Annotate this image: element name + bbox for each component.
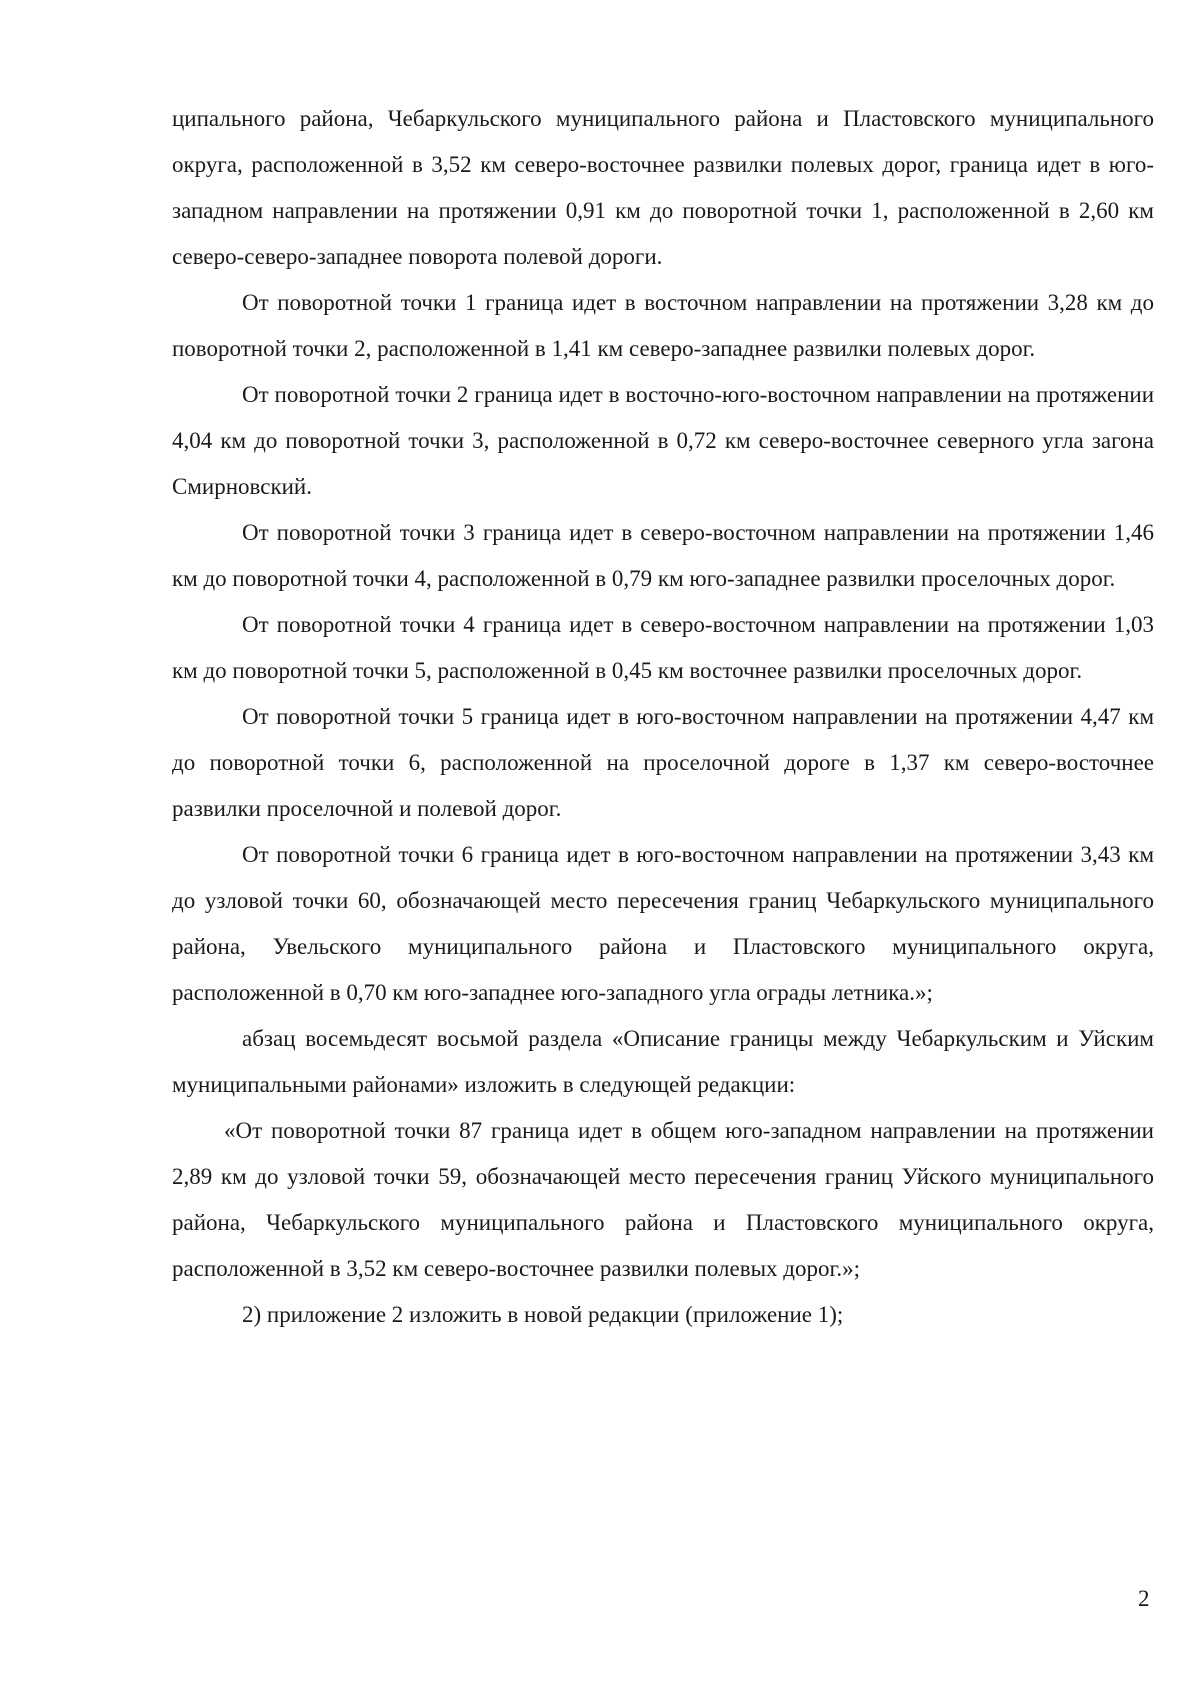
paragraph-point-1: От поворотной точки 1 граница идет в восточном направлении на протяжении 3,28 км до поворотной точки 2, расположенной в 1,41 км северо-западнее развилки полевых дорог. [172,290,1154,361]
paragraph-point-2: От поворотной точки 2 граница идет в восточно-юго-восточном направлении на протяжении 4,04 км до поворотной точки 3, расположенной в 0,72 км северо-восточнее северного угла загона Смирновский. [172,382,1154,499]
paragraph-point-3: От поворотной точки 3 граница идет в северо-восточном направлении на протяжении 1,46 км до поворотной точки 4, расположенной в 0,79 км юго-западнее развилки проселочных дорог. [172,520,1154,591]
paragraph-point-4: От поворотной точки 4 граница идет в северо-восточном направлении на протяжении 1,03 км до поворотной точки 5, расположенной в 0,45 км восточнее развилки проселочных дорог. [172,612,1154,683]
paragraph-appendix-item: 2) приложение 2 изложить в новой редакции (приложение 1); [242,1302,844,1327]
page-number: 2 [1138,1586,1150,1611]
paragraph-point-6: От поворотной точки 6 граница идет в юго-восточном направлении на протяжении 3,43 км до узловой точки 60, обозначающей место пересечения границ Чебаркульского муниципального района, Увельского муниципального района и Пластовского муниципального округа, расположенной в 0,70 км юго-западнее юго-западного угла ограды летника.»; [172,842,1154,1005]
paragraph-continuation: ципального района, Чебаркульского муниципального района и Пластовского муниципального округа, расположенной в 3,52 км северо-восточнее развилки полевых дорог, граница идет в юго-западном направлении на протяжении 0,91 км до поворотной точки 1, расположенной в 2,60 км северо-северо-западнее поворота полевой дороги. [172,106,1154,269]
paragraph-amendment-intro: абзац восемьдесят восьмой раздела «Описание границы между Чебаркульским и Уйским муниципальными районами» изложить в следующей редакции: [172,1026,1154,1097]
paragraph-point-5: От поворотной точки 5 граница идет в юго-восточном направлении на протяжении 4,47 км до поворотной точки 6, расположенной на проселочной дороге в 1,37 км северо-восточнее развилки проселочной и полевой дорог. [172,704,1154,821]
paragraph-amendment-text: «От поворотной точки 87 граница идет в общем юго-западном направлении на протяжении 2,89 км до узловой точки 59, обозначающей место пересечения границ Уйского муниципального района, Чебаркульского муниципального района и Пластовского муниципального округа, расположенной в 3,52 км северо-восточнее развилки полевых дорог.»; [172,1118,1154,1281]
document-body [172,96,1154,1338]
